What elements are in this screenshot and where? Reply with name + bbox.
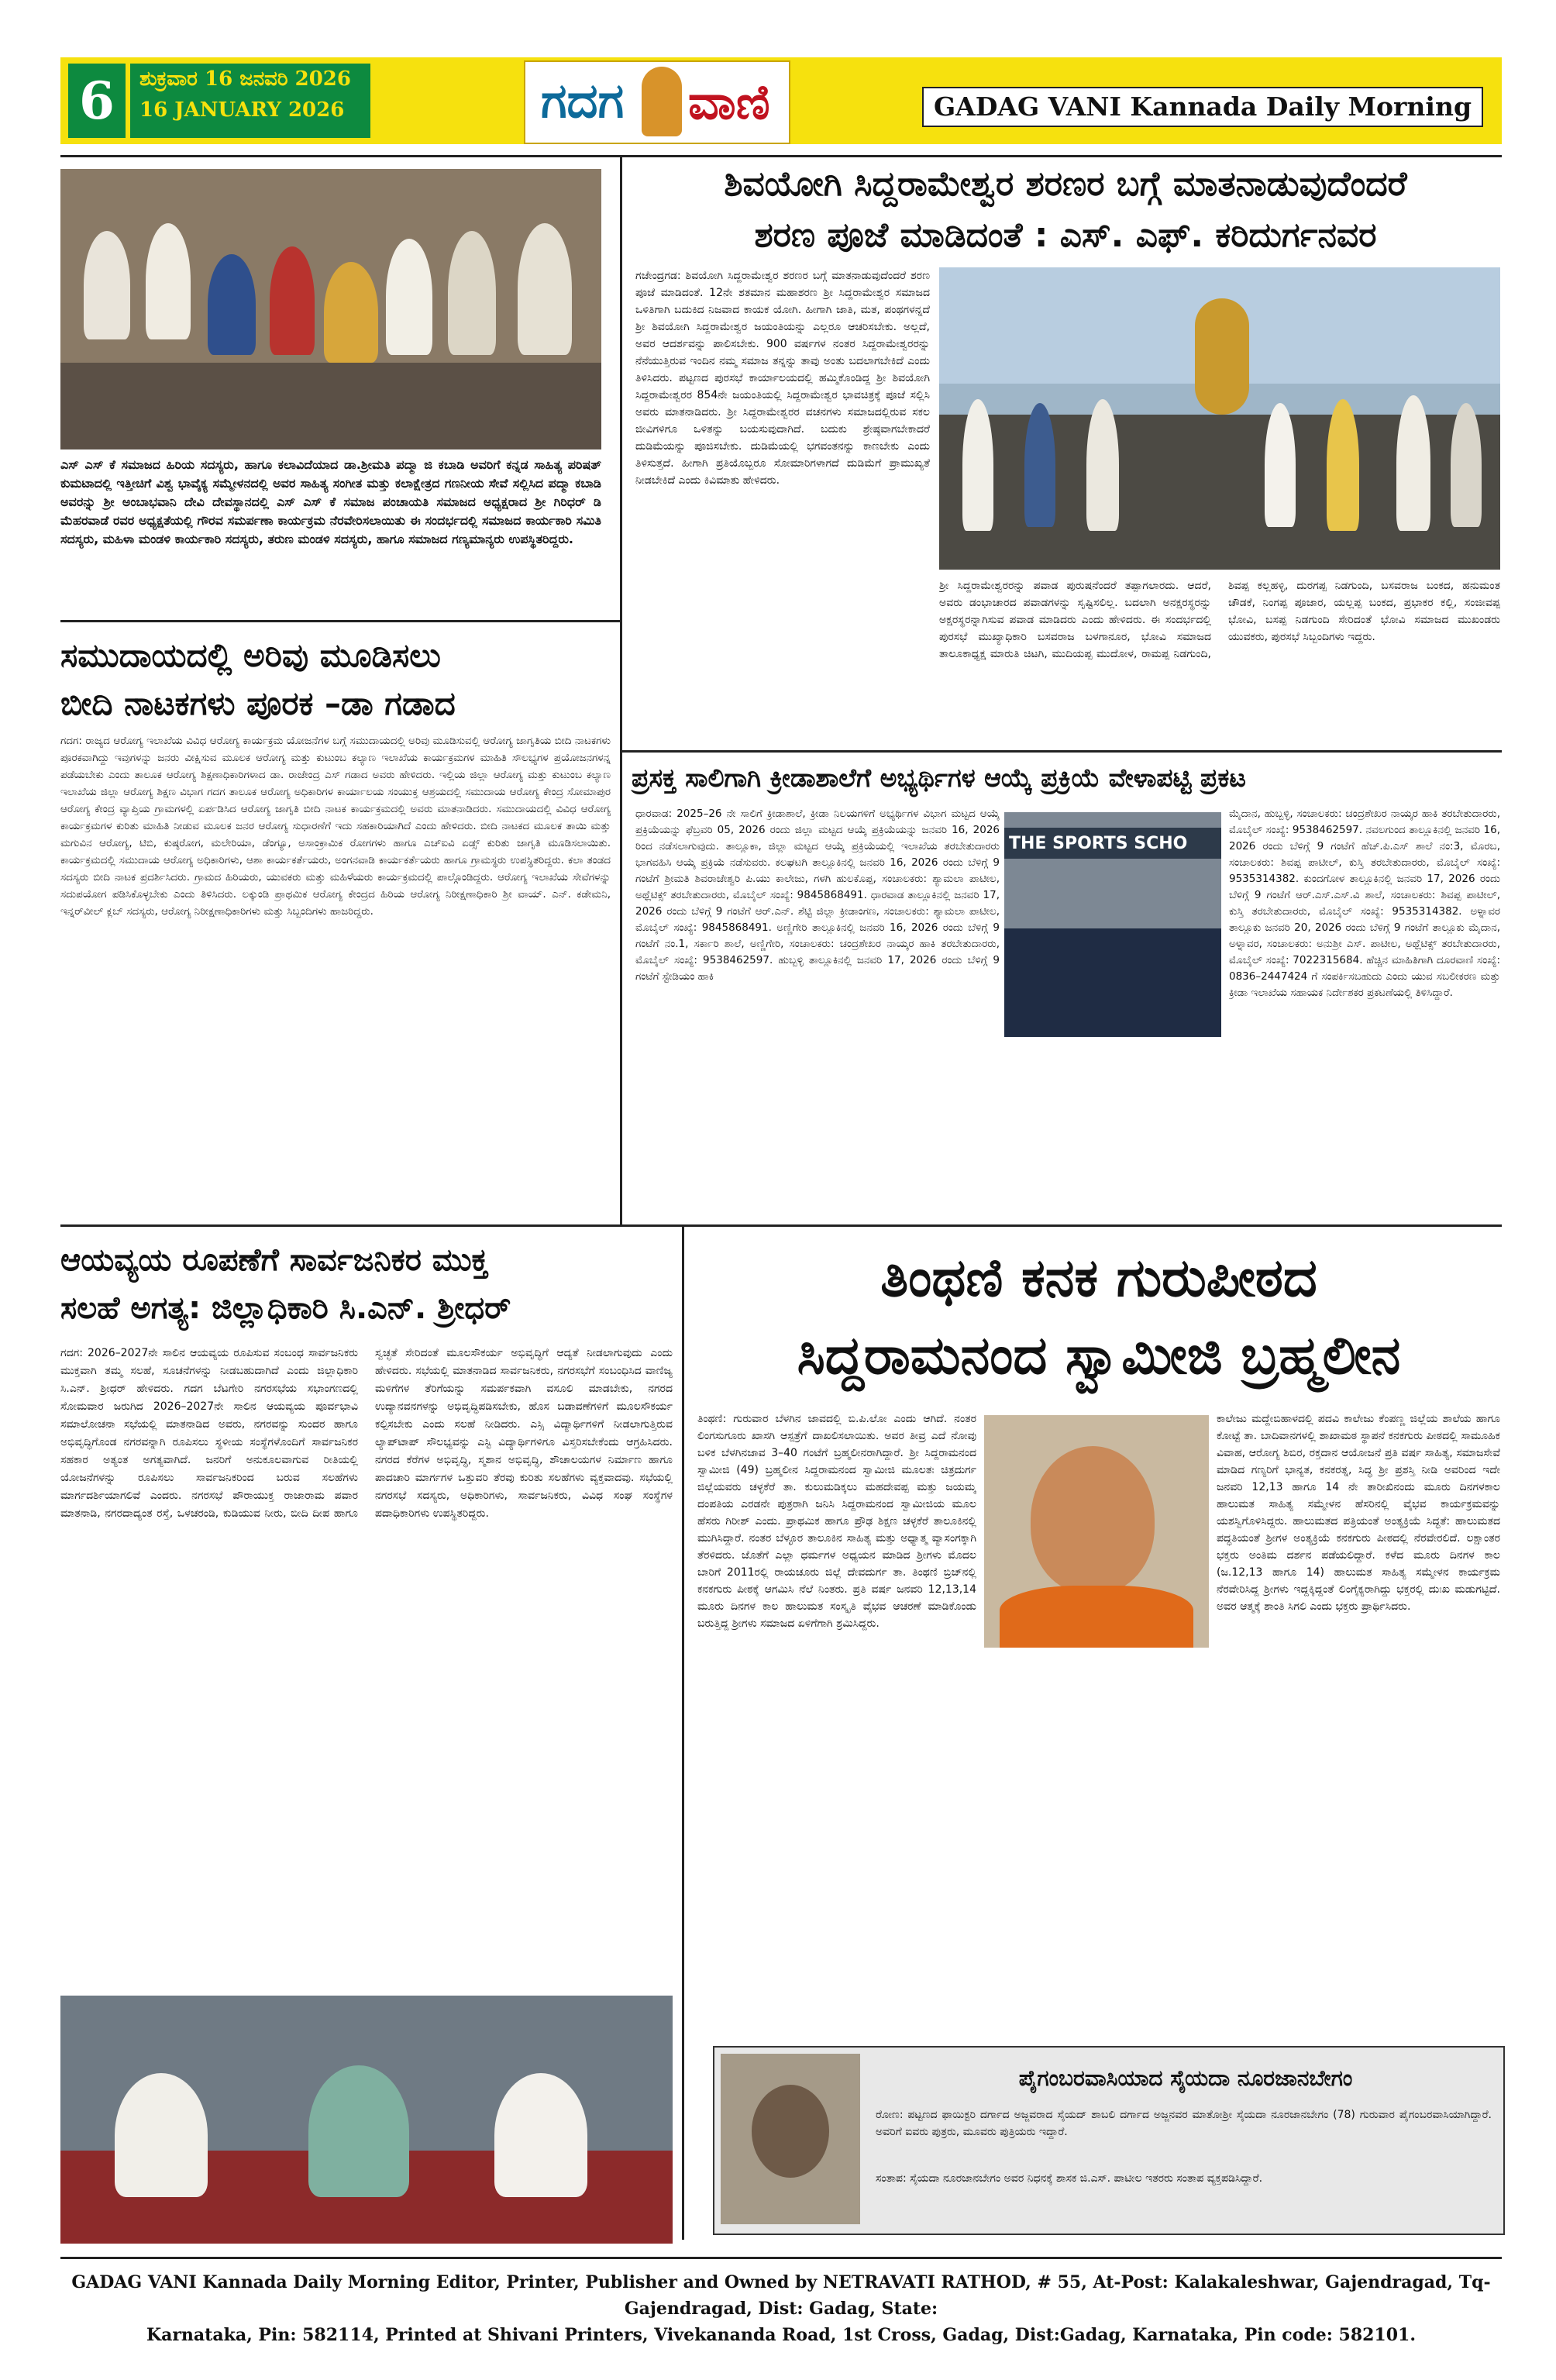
footer-line-2: Karnataka, Pin: 582114, Printed at Shivani Printers, Vivekananda Road, 1st Cross, Gadag, Dist:Gadag, Karnataka, Pin code: 582101.	[146, 2325, 1417, 2345]
jayanti-group-photo	[939, 267, 1500, 570]
headline-line-1: ಆಯವ್ಯಯ ರೂಪಣೆಗೆ ಸಾರ್ವಜನಿಕರ ಮುಕ್ತ	[60, 1242, 488, 1278]
logo-text-gadaga: ಗದಗ	[541, 72, 625, 129]
sports-school-body-left: ಧಾರವಾಡ: 2025–26 ನೇ ಸಾಲಿಗೆ ಕ್ರೀಡಾಶಾಲೆ, ಕ್ರೀಡಾ ನಿಲಯಗಳಿಗೆ ಅಭ್ಯರ್ಥಿಗಳ ವಿಭಾಗ ಮಟ್ಟದ ಆಯ್ಕೆ ಪ್ರಕ್ರಿಯೆಯನ್ನು ಫೆಬ್ರವರಿ 05, 2026 ರಂದು ಜಿಲ್ಲಾ ಮಟ್ಟದ ಆಯ್ಕೆ ಪ್ರಕ್ರಿಯೆಯನ್ನು ಜನವರಿ 16, 2026 ರಿಂದ ನಡೆಸಲಾಗುವುದು. ತಾಲ್ಲೂಕಾ, ಜಿಲ್ಲಾ ಮಟ್ಟದ ಆಯ್ಕೆ ಪ್ರಕ್ರಿಯೆಯಲ್ಲಿ ಇಲಾಖೆಯ ತರಬೇತುದಾರರು ಭಾಗವಹಿಸಿ ಆಯ್ಕೆ ಪ್ರಕ್ರಿಯೆ ನಡೆಸುವರು. ಕಲಘಟಗಿ ತಾಲ್ಲೂಕಿನಲ್ಲಿ ಜನವರಿ 16, 2026 ರಂದು ಬೆಳಿಗ್ಗೆ 9 ಗಂಟೆಗೆ ಶ್ರೀಮತಿ ಶಿವರಾಜೇಶ್ವರಿ ಪಿ.ಯು ಕಾಲೇಜು, ಗಳಗಿ ಹುಲಕೊಪ್ಪ, ಸಂಚಾಲಕರು: ಶ್ಯಾಮಲಾ ಪಾಟೀಲ, ಅಥ್ಲೆಟಿಕ್ಸ್ ತರಬೇತುದಾರರು, ಮೊಬೈಲ್ ಸಂಖ್ಯೆ: 9845868491. ಧಾರವಾಡ ತಾಲ್ಲೂಕಿನಲ್ಲಿ ಜನವರಿ 17, 2026 ರಂದು ಬೆಳಿಗ್ಗೆ 9 ಗಂಟೆಗೆ ಆರ್.ಎನ್. ಶೆಟ್ಟಿ ಜಿಲ್ಲಾ ಕ್ರೀಡಾಂಗಣ, ಸಂಚಾಲಕರು: ಶ್ಯಾಮಲಾ ಪಾಟೀಲ, ಮೊಬೈಲ್ ಸಂಖ್ಯೆ: 9845868491. ಅಣ್ಣಿಗೇರಿ ತಾಲ್ಲೂಕಿನಲ್ಲಿ ಜನವರಿ 16, 2026 ರಂದು ಬೆಳಿಗ್ಗೆ 9 ಗಂಟೆಗೆ ನಂ.1, ಸರ್ಕಾರಿ ಶಾಲೆ, ಅಣ್ಣಿಗೇರಿ, ಸಂಚಾಲಕರು: ಚಂದ್ರಶೇಖರ ನಾಯ್ಕರ ಹಾಕಿ ತರಬೇತುದಾರರು, ಮೊಬೈಲ್ ಸಂಖ್ಯೆ: 9538462597. ಹುಬ್ಬಳ್ಳಿ ತಾಲ್ಲೂಕಿನಲ್ಲಿ ಜನವರಿ 17, 2026 ರಂದು ಬೆಳಿಗ್ಗೆ 9 ಗಂಟೆಗೆ ಸ್ಟೇಡಿಯಂ ಹಾಕಿ	[635, 808, 1000, 983]
felicitation-photo	[60, 169, 601, 449]
logo-text-vani: ವಾಣಿ	[688, 74, 770, 130]
page-number: 6	[68, 64, 126, 138]
date-english: 16 JANUARY 2026	[139, 98, 345, 122]
story-siddarameshwara-body: ಗಜೇಂದ್ರಗಡ: ಶಿವಯೋಗಿ ಸಿದ್ದರಾಮೇಶ್ವರ ಶರಣರ ಬಗ್ಗೆ ಮಾತನಾಡುವುದೆಂದರೆ ಶರಣ ಪೂಜೆ ಮಾಡಿದಂತೆ. 12ನೇ ಶತಮಾನ ಮಹಾಶರಣ ಶ್ರೀ ಸಿದ್ದರಾಮೇಶ್ವರ ಸಮಾಜದ ಒಳಿತಿಗಾಗಿ ಬದುಕಿದ ನಿಜವಾದ ಕಾಯಕ ಯೋಗಿ. ಹೀಗಾಗಿ ಜಾತಿ, ಮತ, ಪಂಥಗಳನ್ನದೆ ಶ್ರೀ ಶಿವಯೋಗಿ ಸಿದ್ದರಾಮೇಶ್ವರ ಜಯಂತಿಯನ್ನು ಎಲ್ಲರೂ ಆಚರಿಸಬೇಕು. ಅಲ್ಲದೆ, ಅವರ ಆದರ್ಶವನ್ನು ಪಾಲಿಸಬೇಕು. 900 ವರ್ಷಗಳ ನಂತರ ಸಿದ್ದರಾಮೇಶ್ವರರನ್ನು ನೆನೆಯುತ್ತಿರುವ ಇಂದಿನ ನಮ್ಮ ಸಮಾಜ ತನ್ನನ್ನು ತಾವು ಅಂತು ಬದಲಾಗಬೇಕಿದೆ ಎಂದು ತಿಳಿಸಿದರು. ಪಟ್ಟಣದ ಪುರಸಭೆ ಕಾರ್ಯಾಲಯದಲ್ಲಿ ಹಮ್ಮಿಕೊಂಡಿದ್ದ ಶ್ರೀ ಶಿವಯೋಗಿ ಸಿದ್ದರಾಮೇಶ್ವರರ 854ನೇ ಜಯಂತಿಯಲ್ಲಿ ಸಿದ್ದರಾಮೇಶ್ವರ ಭಾವಚಿತ್ರಕ್ಕೆ ಪೂಜೆ ಸಲ್ಲಿಸಿ ಅವರು ಮಾತನಾಡಿದರು. ಶ್ರೀ ಸಿದ್ದರಾಮೇಶ್ವರರ ವಚನಗಳು ಸಮಾಜದಲ್ಲಿರುವ ಸಕಲ ಜೀವಿಗಳಿಗೂ ಒಳಿತನ್ನು ಬಯಸುವುದಾಗಿದೆ. ಬದುಕು ಶ್ರೇಷ್ಠವಾಗಬೇಕಾದರೆ ದುಡಿಮೆಯನ್ನು ಪೂಜಿಸಬೇಕು. ದುಡಿಮೆಯಲ್ಲಿ ಭಗವಂತನನ್ನು ಕಾಣಬೇಕು ಎಂದು ತಿಳಿಸುತ್ತದೆ. ಹೀಗಾಗಿ ಪ್ರತಿಯೊಬ್ಬರೂ ಸೋಮಾರಿಗಳಾಗದೆ ದುಡಿಮೆಗೆ ಪ್ರಾಮುಖ್ಯತೆ ನೀಡಬೇಕಿದೆ ಎಂದು ಕಿವಿಮಾತು ಹೇಳಿದರು.	[635, 270, 930, 487]
swamiji-portrait	[984, 1415, 1209, 1648]
felicitation-caption: ಎಸ್ ಎಸ್ ಕೆ ಸಮಾಜದ ಹಿರಿಯ ಸದಸ್ಯರು, ಹಾಗೂ ಕಲಾವಿದೆಯಾದ ಡಾ.ಶ್ರೀಮತಿ ಪದ್ಮಾ ಜಿ ಕಬಾಡಿ ಅವರಿಗೆ ಕನ್ನಡ ಸಾಹಿತ್ಯ ಪರಿಷತ್ ಕುಮಟಾದಲ್ಲಿ ಇತ್ತೀಚಿಗೆ ವಿಶ್ವ ಭಾವೈಕ್ಯ ಸಮ್ಮೇಳನದಲ್ಲಿ ಅವರ ಸಾಹಿತ್ಯ ಸಂಗೀತ ಮತ್ತು ಕಲಾಕ್ಷೇತ್ರದ ಗಣನೀಯ ಸೇವೆ ಸಲ್ಲಿಸಿದ ಪದ್ಮಾ ಕಬಾಡಿ ಅವರನ್ನು ಶ್ರೀ ಅಂಬಾಭವಾನಿ ದೇವಿ ದೇವಸ್ಥಾನದಲ್ಲಿ ಎಸ್ ಎಸ್ ಕೆ ಸಮಾಜ ಪಂಚಾಯತಿ ಸಮಾಜದ ಅಧ್ಯಕ್ಷರಾದ ಶ್ರೀ ಗಿರಿಧರ್ ಡಿ ಮೆಹರವಾಡೆ ರವರ ಅಧ್ಯಕ್ಷತೆಯಲ್ಲಿ ಗೌರವ ಸಮರ್ಪಣಾ ಕಾರ್ಯಕ್ರಮ ನೆರವೇರಿಸಲಾಯಿತು ಈ ಸಂದರ್ಭದಲ್ಲಿ ಸಮಾಜದ ಕಾರ್ಯಕಾರಿ ಸಮಿತಿ ಸದಸ್ಯರು, ಮಹಿಳಾ ಮಂಡಳಿ ಕಾರ್ಯಕಾರಿ ಸದಸ್ಯರು, ತರುಣ ಮಂಡಳಿ ಸದಸ್ಯರು, ಹಾಗೂ ಸಮಾಜದ ಗಣ್ಯಮಾನ್ಯರು ಉಪಸ್ಥಿತರಿದ್ದರು.	[60, 457, 601, 546]
story-siddarameshwara-headline	[635, 159, 1496, 261]
date-kannada: ಶುಕ್ರವಾರ 16 ಜನವರಿ 2026	[139, 67, 351, 91]
rule-mid	[60, 1224, 1502, 1227]
headline-line-2: ಸಲಹೆ ಅಗತ್ಯ: ಜಿಲ್ಲಾಧಿಕಾರಿ ಸಿ.ಎನ್. ಶ್ರೀಧರ್	[60, 1290, 511, 1326]
obituary-portrait	[721, 2054, 860, 2224]
logo-figure-icon	[642, 67, 682, 136]
top-rule	[60, 155, 1502, 157]
column-rule-top	[620, 155, 622, 1224]
sports-school-body-right: ಮೈದಾನ, ಹುಬ್ಬಳ್ಳಿ, ಸಂಚಾಲಕರು: ಚಂದ್ರಶೇಖರ ನಾಯ್ಕರ ಹಾಕಿ ತರಬೇತುದಾರರು, ಮೊಬೈಲ್ ಸಂಖ್ಯೆ: 9538462597. ನವಲಗುಂದ ತಾಲ್ಲೂಕಿನಲ್ಲಿ ಜನವರಿ 16, 2026 ರಂದು ಬೆಳಿಗ್ಗೆ 9 ಗಂಟೆಗೆ ಹೆಚ್.ಪಿ.ಎಸ್ ಶಾಲೆ ನಂ:3, ಮೊರಬ, ಸಂಚಾಲಕರು: ಶಿವಪ್ಪ ಪಾಟೀಲ್, ಕುಸ್ತಿ ತರಬೇತುದಾರರು, ಮೊಬೈಲ್ ಸಂಖ್ಯೆ: 9535314382. ಕುಂದಗೋಳ ತಾಲ್ಲೂಕಿನಲ್ಲಿ ಜನವರಿ 17, 2026 ರಂದು ಬೆಳಿಗ್ಗೆ 9 ಗಂಟೆಗೆ ಆರ್.ಎಸ್.ಎಸ್.ವಿ ಶಾಲೆ, ಸಂಚಾಲಕರು: ಶಿವಪ್ಪ ಪಾಟೀಲ್, ಕುಸ್ತಿ ತರಬೇತುದಾರರು, ಮೊಬೈಲ್ ಸಂಖ್ಯೆ: 9535314382. ಅಳ್ನಾವರ ತಾಲ್ಲೂಕು ಜನವರಿ 20, 2026 ರಂದು ಬೆಳಿಗ್ಗೆ 9 ಗಂಟೆಗೆ ತಾಲ್ಲೂಕು ಮೈದಾನ, ಅಳ್ನಾವರ, ಸಂಚಾಲಕರು: ಅನುಶ್ರೀ ಎಸ್. ಪಾಟೀಲ, ಅಥ್ಲೆಟಿಕ್ಸ್ ತರಬೇತುದಾರರು, ಮೊಬೈಲ್ ಸಂಖ್ಯೆ: 7022315684. ಹೆಚ್ಚಿನ ಮಾಹಿತಿಗಾಗಿ ದೂರವಾಣಿ ಸಂಖ್ಯೆ: 0836–2447424 ಗೆ ಸಂಪರ್ಕಿಸಬಹುದು ಎಂದು ಯುವ ಸಬಲೀಕರಣ ಮತ್ತು ಕ್ರೀಡಾ ಇಲಾಖೆಯ ಸಹಾಯಕ ನಿರ್ದೇಶಕರ ಪ್ರಕಟಣೆಯಲ್ಲಿ ತಿಳಿಸಿದ್ದಾರೆ.	[1229, 808, 1500, 999]
column-rule-bottom	[682, 1224, 684, 2240]
street-play-body: ಗದಗ: ರಾಜ್ಯದ ಆರೋಗ್ಯ ಇಲಾಖೆಯ ವಿವಿಧ ಆರೋಗ್ಯ ಕಾರ್ಯಕ್ರಮ ಯೋಜನೆಗಳ ಬಗ್ಗೆ ಸಮುದಾಯದಲ್ಲಿ ಅರಿವು ಮೂಡಿಸುವಲ್ಲಿ ಆರೋಗ್ಯ ಜಾಗೃತಿಯ ಬೀದಿ ನಾಟಕಗಳು ಪೂರಕವಾಗಿದ್ದು ಇವುಗಳನ್ನು ಜನರು ವೀಕ್ಷಿಸುವ ಮೂಲಕ ಆರೋಗ್ಯ ಮತ್ತು ಕುಟುಂಬ ಕಲ್ಯಾಣ ಇಲಾಖೆಯ ಕಾರ್ಯಕ್ರಮಗಳ ಮಾಹಿತಿ ಸೌಲಭ್ಯಗಳ ಪ್ರಯೋಜನಗಳನ್ನ ಪಡೆಯಬೇಕು ಎಂದು ತಾಲೂಕ ಆರೋಗ್ಯ ಶಿಕ್ಷಣಾಧಿಕಾರಿಗಳಾದ ಡಾ. ರಾಜೇಂದ್ರ ಎಸ್ ಗಡಾದ ಅವರು ಹೇಳಿದರು. ಇಲ್ಲಿಯ ಜಿಲ್ಲಾ ಆರೋಗ್ಯ ಮತ್ತು ಕುಟುಂಬ ಕಲ್ಯಾಣ ಇಲಾಖೆಯ ಜಿಲ್ಲಾ ಆರೋಗ್ಯ ಶಿಕ್ಷಣ ವಿಭಾಗ ಗದಗ ತಾಲೂಕ ಆರೋಗ್ಯ ಅಧಿಕಾರಿಗಳ ಕಾರ್ಯಾಲಯ ಸಂಯುಕ್ತ ಆಶ್ರಯದಲ್ಲಿ ಸಮುದಾಯ ಆರೋಗ್ಯ ಕೇಂದ್ರ ಸೋಮಾಪುರ ಆರೋಗ್ಯ ಕೇಂದ್ರ ವ್ಯಾಪ್ತಿಯ ಗ್ರಾಮಗಳಲ್ಲಿ ಏರ್ಪಡಿಸಿದ ಆರೋಗ್ಯ ಜಾಗೃತಿ ಬೀದಿ ನಾಟಕ ಕಾರ್ಯಕ್ರಮದಲ್ಲಿ ಅವರು ಮಾತನಾಡಿದರು. ಸಮುದಾಯದಲ್ಲಿ ವಿವಿಧ ಆರೋಗ್ಯ ಕಾರ್ಯಕ್ರಮಗಳ ಕುರಿತು ಮಾಹಿತಿ ನೀಡುವ ಮೂಲಕ ಜನರ ಆರೋಗ್ಯ ಸುಧಾರಣೆಗೆ ಇದು ಸಹಕಾರಿಯಾಗಿದೆ ಎಂದು ಹೇಳಿದರು. ಬೀದಿ ನಾಟಕದ ಮೂಲಕ ತಾಯಿ ಮತ್ತು ಮಗುವಿನ ಆರೋಗ್ಯ, ಟಿಬಿ, ಕುಷ್ಠರೋಗ, ಮಲೇರಿಯಾ, ಡೆಂಗ್ಯೂ, ಅಸಾಂಕ್ರಾಮಿಕ ರೋಗಗಳು ಹಾಗೂ ಎಚ್ಐವಿ ಏಡ್ಸ್ ಕುರಿತು ಜಾಗೃತಿ ಮೂಡಿಸಲಾಯಿತು. ಕಾರ್ಯಕ್ರಮದಲ್ಲಿ ಸಮುದಾಯ ಆರೋಗ್ಯ ಅಧಿಕಾರಿಗಳು, ಆಶಾ ಕಾರ್ಯಕರ್ತೆಯರು, ಅಂಗನವಾಡಿ ಕಾರ್ಯಕರ್ತೆಯರು ಹಾಗೂ ಗ್ರಾಮಸ್ಥರು ಉಪಸ್ಥಿತರಿದ್ದರು. ಕಲಾ ತಂಡದ ಸದಸ್ಯರು ಬೀದಿ ನಾಟಕ ಪ್ರದರ್ಶಿಸಿದರು. ಗ್ರಾಮದ ಹಿರಿಯರು, ಯುವಕರು ಮತ್ತು ಮಹಿಳೆಯರು ಕಾರ್ಯಕ್ರಮದಲ್ಲಿ ಪಾಲ್ಗೊಂಡಿದ್ದರು. ಆರೋಗ್ಯ ಇಲಾಖೆಯ ಸೇವೆಗಳನ್ನು ಸದುಪಯೋಗ ಪಡಿಸಿಕೊಳ್ಳಬೇಕು ಎಂದು ತಿಳಿಸಿದರು. ಲಕ್ಕುಂಡಿ ಪ್ರಾಥಮಿಕ ಆರೋಗ್ಯ ಕೇಂದ್ರದ ಹಿರಿಯ ಆರೋಗ್ಯ ನಿರೀಕ್ಷಣಾಧಿಕಾರಿ ಶ್ರೀ ವಾಯ್. ಎನ್. ಕಡೇಮನಿ, ಇನ್ನರ್‌ವೀಲ್ ಕ್ಲಬ್ ಸದಸ್ಯರು, ಆರೋಗ್ಯ ನಿರೀಕ್ಷಣಾಧಿಕಾರಿಗಳು ಮತ್ತು ಸಿಬ್ಬಂದಿಗಳು ಹಾಜರಿದ್ದರು.	[60, 735, 611, 918]
footer-line-1: GADAG VANI Kannada Daily Morning Editor, Printer, Publisher and Owned by NETRAVATI RATHOD, # 55, At-Post: Kalakaleshwar, Gajendragad, Tq-Gajendragad, Dist: Gadag, State:	[71, 2272, 1491, 2319]
obituary-body: ರೋಣ: ಪಟ್ಟಣದ ಫಾಯಿಕ್ಟರಿ ದರ್ಗಾದ ಅಜ್ಜವರಾದ ಸೈಯದ್ ಶಾಬಲಿ ದರ್ಗಾದ ಅಜ್ಜನವರ ಮಾತೋಶ್ರೀ ಸೈಯದಾ ನೂರಜಾನಬೇಗಂ (78) ಗುರುವಾರ ಪೈಗಂಬರವಾಸಿಯಾಗಿದ್ದಾರೆ. ಅವರಿಗೆ ಐವರು ಪುತ್ರರು, ಮೂವರು ಪುತ್ರಿಯರು ಇದ್ದಾರೆ.	[876, 2109, 1492, 2138]
obituary-title: ಪೈಗಂಬರವಾಸಿಯಾದ ಸೈಯದಾ ನೂರಜಾನಬೇಗಂ	[1018, 2065, 1353, 2091]
footer-rule	[60, 2257, 1502, 2259]
sports-school-photo	[1004, 812, 1221, 1037]
publication-name: GADAG VANI Kannada Daily Morning	[922, 87, 1483, 127]
date-box	[130, 64, 370, 138]
headline-line-2: ಬೀದಿ ನಾಟಕಗಳು ಪೂರಕ –ಡಾ ಗಡಾದ	[60, 684, 456, 722]
headline-line-1: ಶಿವಯೋಗಿ ಸಿದ್ದರಾಮೇಶ್ವರ ಶರಣರ ಬಗ್ಗೆ ಮಾತನಾಡುವುದೆಂದರೆ	[724, 164, 1407, 204]
swamiji-body-right: ಕಾಲೇಜು ಮದ್ದೇಬಿಹಾಳದಲ್ಲಿ ಪದವಿ ಕಾಲೇಜು ಕೆಂಪಣ್ಣ ಜಿಲ್ಲೆಯ ಶಾಲೆಯ ಹಾಗೂ ಕೋಟ್ಟೆ ತಾ. ಬಾದಿವಾನಗಳಲ್ಲಿ ಶಾಖಾಮಠ ಸ್ಥಾಪನೆ ಕನಕಗುರು ಪೀಠದಲ್ಲಿ ಸಾಮೂಹಿಕ ವಿವಾಹ, ಆರೋಗ್ಯ ಶಿಬಿರ, ರಕ್ತದಾನ ಆಯೋಜನೆ ಪ್ರತಿ ವರ್ಷ ಸಾಹಿತ್ಯ, ಸಮಾಜಸೇವೆ ಮಾಡಿದ ಗಣ್ಯರಿಗೆ ಭಾನ್ಯತ, ಕನಕರತ್ನ, ಸಿದ್ಧ ಶ್ರೀ ಪ್ರಶಸ್ತಿ ನೀಡಿ ಅವರಿಂದ ಇದೇ ಜನವರಿ 12,13 ಹಾಗೂ 14 ನೇ ತಾರೀಖಿನಂದು ಮೂರು ದಿನಗಳಕಾಲ ಹಾಲುಮತ ಸಾಹಿತ್ಯ ಸಮ್ಮೇಳನ ಹೆಸರಿನಲ್ಲಿ ವೈಭವ ಕಾರ್ಯಕ್ರಮವನ್ನು ಯಶಸ್ವಿಗೊಳಿಸಿದ್ದರು. ಹಾಲುಮತದ ಪತ್ರಿಯಂತೆ ಅಂತ್ಯಕ್ರಿಯೆ ಸಿದ್ಧತೆ: ಹಾಲುಮತದ ಪದ್ಧತಿಯಂತೆ ಶ್ರೀಗಳ ಅಂತ್ಯಕ್ರಿಯೆ ಕನಕಗುರು ಪೀಠದಲ್ಲಿ ನೆರವೇರಲಿದೆ. ಲಕ್ಷಾಂತರ ಭಕ್ತರು ಅಂತಿಮ ದರ್ಶನ ಪಡೆಯಲಿದ್ದಾರೆ. ಕಳೆದ ಮೂರು ದಿನಗಳ ಕಾಲ (ಜ.12,13 ಹಾಗೂ 14) ಹಾಲುಮತ ಸಾಹಿತ್ಯ ಸಮ್ಮೇಳನ ಕಾರ್ಯಕ್ರಮ ನೆರವೇರಿಸಿದ್ದ ಶ್ರೀಗಳು ಇದ್ದಕ್ಕಿದ್ದಂತೆ ಲಿಂಗೈಕ್ಯರಾಗಿದ್ದು ಭಕ್ತರಲ್ಲಿ ದುಃಖ ಮಡುಗಟ್ಟಿದೆ. ಅವರ ಆತ್ಮಕ್ಕೆ ಶಾಂತಿ ಸಿಗಲಿ ಎಂದು ಭಕ್ತರು ಪ್ರಾರ್ಥಿಸಿದರು.	[1217, 1413, 1500, 1613]
budget-meeting-photo	[60, 1996, 673, 2244]
headline-line-2: ಶರಣ ಪೂಜೆ ಮಾಡಿದಂತೆ : ಎಸ್. ಎಫ್. ಕರಿದುರ್ಗನವರ	[754, 215, 1377, 255]
headline-line-1: ತಿಂಥಣಿ ಕನಕ ಗುರುಪೀಠದ	[880, 1248, 1317, 1309]
swamiji-body-left: ತಿಂಥಣಿ: ಗುರುವಾರ ಬೆಳಗಿನ ಜಾವದಲ್ಲಿ ಬಿ.ಪಿ.ಲೋ ಎಂದು ಆಗಿದೆ. ನಂತರ ಲಿಂಗಸುಗೂರು ಖಾಸಗಿ ಆಸ್ಪತ್ರೆಗೆ ದಾಖಲಿಸಲಾಯಿತು. ಅವರ ತೀವ್ರ ಎದೆ ನೋವು ಬಳಿಕ ಬೆಳಗಿನಜಾವ 3–40 ಗಂಟೆಗೆ ಬ್ರಹ್ಮಲೀನರಾಗಿದ್ದಾರೆ. ಶ್ರೀ ಸಿದ್ದರಾಮನಂದ ಸ್ವಾಮೀಜಿ (49) ಬ್ರಹ್ಮಲೀನ ಸಿದ್ದರಾಮನಂದ ಸ್ವಾಮೀಜಿ ಮೂಲತಃ ಚಿತ್ರದುರ್ಗ ಜಿಲ್ಲೆಯವರು ಚಳ್ಳಕೆರೆ ತಾ. ಕುಲುಮಡಿಕ್ಕಲು ಮಹದೇವಪ್ಪ ಮತ್ತು ಜಯಮ್ಮ ದಂಪತಿಯ ಎರಡನೇ ಪುತ್ರರಾಗಿ ಜನಿಸಿ ಸಿದ್ದರಾಮನಂದ ಸ್ವಾಮೀಜಿಯ ಮೂಲ ಹೆಸರು ಗಿರೀಶ್ ಎಂದು. ಪ್ರಾಥಮಿಕ ಹಾಗೂ ಪ್ರೌಢ ಶಿಕ್ಷಣ ಚಳ್ಳಕೆರೆ ತಾಲೂಕಿನಲ್ಲಿ ಮುಗಿಸಿದ್ದಾರೆ. ನಂತರ ಬೆಳ್ಳೂರ ತಾಲೂಕಿನ ಸಾಹಿತ್ಯ ಮತ್ತು ಅಧ್ಯಾತ್ಮ ವ್ಯಾಸಂಗಕ್ಕಾಗಿ ತೆರಳಿದರು. ಜೊತೆಗೆ ಎಲ್ಲಾ ಧರ್ಮಗಳ ಅಧ್ಯಯನ ಮಾಡಿದ ಶ್ರೀಗಳು ಮೊದಲ ಬಾರಿಗೆ 2011ರಲ್ಲಿ ರಾಯಚೂರು ಜಿಲ್ಲೆ ದೇವದುರ್ಗ ತಾ. ತಿಂಥಣಿ ಬ್ರಿಜ್‌ನಲ್ಲಿ ಕನಕಗುರು ಪೀಠಕ್ಕೆ ಆಗಮಿಸಿ ನೆಲೆ ನಿಂತರು. ಪ್ರತಿ ವರ್ಷ ಜನವರಿ 12,13,14 ಮೂರು ದಿನಗಳ ಕಾಲ ಹಾಲುಮತ ಸಂಸ್ಕೃತಿ ವೈಭವ ಆಚರಣೆ ಮಾಡಿಕೊಂಡು ಬರುತ್ತಿದ್ದ ಶ್ರೀಗಳು ಸಮಾಜದ ಏಳಿಗೆಗಾಗಿ ಶ್ರಮಿಸಿದ್ದರು.	[697, 1413, 976, 1630]
street-play-headline	[60, 632, 620, 728]
budget-headline	[60, 1236, 680, 1332]
imprint-footer	[60, 2269, 1502, 2348]
headline-line-1: ಸಮುದಾಯದಲ್ಲಿ ಅರಿವು ಮೂಡಿಸಲು	[60, 636, 441, 674]
jayanti-photo-caption: ಶ್ರೀ ಸಿದ್ದರಾಮೇಶ್ವರರನ್ನು ಪವಾಡ ಪುರುಷನೆಂದರೆ ತಪ್ಪಾಗಲಾರದು. ಆದರೆ, ಅವರು ಡಂಭಾಚಾರದ ಪವಾಡಗಳನ್ನು ಸೃಷ್ಟಿಸಲಿಲ್ಲ. ಬದಲಾಗಿ ಅನಕ್ಷರಸ್ಥರನ್ನು ಅಕ್ಷರಸ್ಥರನ್ನಾಗಿಸುವ ಪವಾಡ ಮಾಡಿದರು ಎಂದು ಹೇಳಿದರು. ಈ ಸಂದರ್ಭದಲ್ಲಿ ಪುರಸಭೆ ಮುಖ್ಯಾಧಿಕಾರಿ ಬಸವರಾಜ ಬಳಗಾನೂರ, ಭೋವಿ ಸಮಾಜದ ತಾಲೂಕಾಧ್ಯಕ್ಷ ಮಾರುತಿ ಚಿಟಗಿ, ಮುದಿಯಪ್ಪ ಮುದೋಳ, ರಾಮಪ್ಪ ನಿಡಗುಂದಿ, ಶಿವಪ್ಪ ಕಲ್ಲಹಳ್ಳಿ, ದುರಗಪ್ಪ ನಿಡಗುಂದಿ, ಬಸವರಾಜ ಬಂಕದ, ಹನುಮಂತ ಚೌಡಕೆ, ನಿಂಗಪ್ಪ ಪೂಜಾರ, ಯಲ್ಲಪ್ಪ ಬಂಕದ, ಪ್ರಭಾಕರ ಕಲ್ಲಿ, ಸಂಜೀವಪ್ಪ ಭೋವಿ, ಬಸಪ್ಪ ನಿಡಗುಂದಿ ಸೇರಿದಂತೆ ಭೋವಿ ಸಮಾಜದ ಮುಖಂಡರು ಯುವಕರು, ಪುರಸಭೆ ಸಿಬ್ಬಂದಿಗಳು ಇದ್ದರು.	[939, 580, 1500, 660]
sports-school-banner: THE SPORTS SCHO	[1009, 834, 1188, 853]
budget-body: ಗದಗ: 2026–2027ನೇ ಸಾಲಿನ ಆಯವ್ಯಯ ರೂಪಿಸುವ ಸಂಬಂಧ ಸಾರ್ವಜನಿಕರು ಮುಕ್ತವಾಗಿ ತಮ್ಮ ಸಲಹೆ, ಸೂಚನೆಗಳನ್ನು ನೀಡಬಹುದಾಗಿದೆ ಎಂದು ಜಿಲ್ಲಾಧಿಕಾರಿ ಸಿ.ಎನ್. ಶ್ರೀಧರ್ ಹೇಳಿದರು. ಗದಗ ಬೆಟಗೇರಿ ನಗರಸಭೆಯ ಸಭಾಂಗಣದಲ್ಲಿ ಸೋಮವಾರ ಜರುಗಿದ 2026–2027ನೇ ಸಾಲಿನ ಆಯವ್ಯಯ ಪೂರ್ವಭಾವಿ ಸಮಾಲೋಚನಾ ಸಭೆಯಲ್ಲಿ ಮಾತನಾಡಿದ ಅವರು, ನಗರವನ್ನು ಸುಂದರ ಹಾಗೂ ಅಭಿವೃದ್ಧಿಗೊಂಡ ನಗರವನ್ನಾಗಿ ರೂಪಿಸಲು ಸ್ಥಳೀಯ ಸಂಸ್ಥೆಗಳೊಂದಿಗೆ ಸಾರ್ವಜನಿಕರ ಸಹಕಾರ ಅತ್ಯಂತ ಅಗತ್ಯವಾಗಿದೆ. ಜನರಿಗೆ ಅನುಕೂಲವಾಗುವ ರೀತಿಯಲ್ಲಿ ಯೋಜನೆಗಳನ್ನು ರೂಪಿಸಲು ಸಾರ್ವಜನಿಕರಿಂದ ಬರುವ ಸಲಹೆಗಳು ಮಾರ್ಗದರ್ಶಿಯಾಗಲಿವೆ ಎಂದರು. ನಗರಸಭೆ ಪೌರಾಯುಕ್ತ ರಾಜಾರಾಮ ಪವಾರ ಮಾತನಾಡಿ, ನಗರದಾದ್ಯಂತ ರಸ್ತೆ, ಒಳಚರಂಡಿ, ಕುಡಿಯುವ ನೀರು, ಬೀದಿ ದೀಪ ಹಾಗೂ ಸ್ವಚ್ಛತೆ ಸೇರಿದಂತೆ ಮೂಲಸೌಕರ್ಯ ಅಭಿವೃದ್ಧಿಗೆ ಆದ್ಯತೆ ನೀಡಲಾಗುವುದು ಎಂದು ಹೇಳಿದರು. ಸಭೆಯಲ್ಲಿ ಮಾತನಾಡಿದ ಸಾರ್ವಜನಿಕರು, ನಗರಸಭೆಗೆ ಸಂಬಂಧಿಸಿದ ವಾಣಿಜ್ಯ ಮಳಿಗೆಗಳ ತೆರಿಗೆಯನ್ನು ಸಮರ್ಪಕವಾಗಿ ವಸೂಲಿ ಮಾಡಬೇಕು, ನಗರದ ಉದ್ಯಾನವನಗಳನ್ನು ಅಭಿವೃದ್ಧಿಪಡಿಸಬೇಕು, ಹೊಸ ಬಡಾವಣೆಗಳಿಗೆ ಮೂಲಸೌಕರ್ಯ ಕಲ್ಪಿಸಬೇಕು ಎಂದು ಸಲಹೆ ನೀಡಿದರು. ಎಸ್ಸಿ ವಿದ್ಯಾರ್ಥಿಗಳಿಗೆ ನೀಡಲಾಗುತ್ತಿರುವ ಲ್ಯಾಪ್‌ಟಾಪ್ ಸೌಲಭ್ಯವನ್ನು ಎಸ್ಟಿ ವಿದ್ಯಾರ್ಥಿಗಳಿಗೂ ವಿಸ್ತರಿಸಬೇಕೆಂದು ಆಗ್ರಹಿಸಿದರು. ನಗರದ ಕೆರೆಗಳ ಅಭಿವೃದ್ಧಿ, ಸ್ಮಶಾನ ಅಭಿವೃದ್ಧಿ, ಶೌಚಾಲಯಗಳ ನಿರ್ಮಾಣ ಹಾಗೂ ಪಾದಚಾರಿ ಮಾರ್ಗಗಳ ಒತ್ತುವರಿ ತೆರವು ಕುರಿತು ಸಲಹೆಗಳು ವ್ಯಕ್ತವಾದವು. ಸಭೆಯಲ್ಲಿ ನಗರಸಭೆ ಸದಸ್ಯರು, ಅಧಿಕಾರಿಗಳು, ಸಾರ್ವಜನಿಕರು, ವಿವಿಧ ಸಂಘ ಸಂಸ್ಥೆಗಳ ಪದಾಧಿಕಾರಿಗಳು ಉಪಸ್ಥಿತರಿದ್ದರು.	[60, 1347, 673, 1520]
sports-school-headline: ಪ್ರಸಕ್ತ ಸಾಲಿಗಾಗಿ ಕ್ರೀಡಾಶಾಲೆಗೆ ಅಭ್ಯರ್ಥಿಗಳ ಆಯ್ಕೆ ಪ್ರಕ್ರಿಯೆ ವೇಳಾಪಟ್ಟಿ ಪ್ರಕಟ	[632, 763, 1246, 793]
headline-line-2: ಸಿದ್ದರಾಮನಂದ ಸ್ವಾಮೀಜಿ ಬ್ರಹ್ಮಲೀನ	[797, 1325, 1401, 1386]
swamiji-headline	[697, 1240, 1500, 1395]
obituary-condolence: ಸಂತಾಪ: ಸೈಯದಾ ನೂರಜಾನಬೇಗಂ ಅವರ ನಿಧನಕ್ಕೆ ಶಾಸಕ ಜಿ.ಎಸ್. ಪಾಟೀಲ ಇತರರು ಸಂತಾಪ ವ್ಯಕ್ತಪಡಿಸಿದ್ದಾರೆ.	[876, 2172, 1263, 2185]
rule-right-1	[620, 750, 1502, 753]
newspaper-logo	[524, 60, 790, 144]
rule-left-1	[60, 620, 620, 622]
